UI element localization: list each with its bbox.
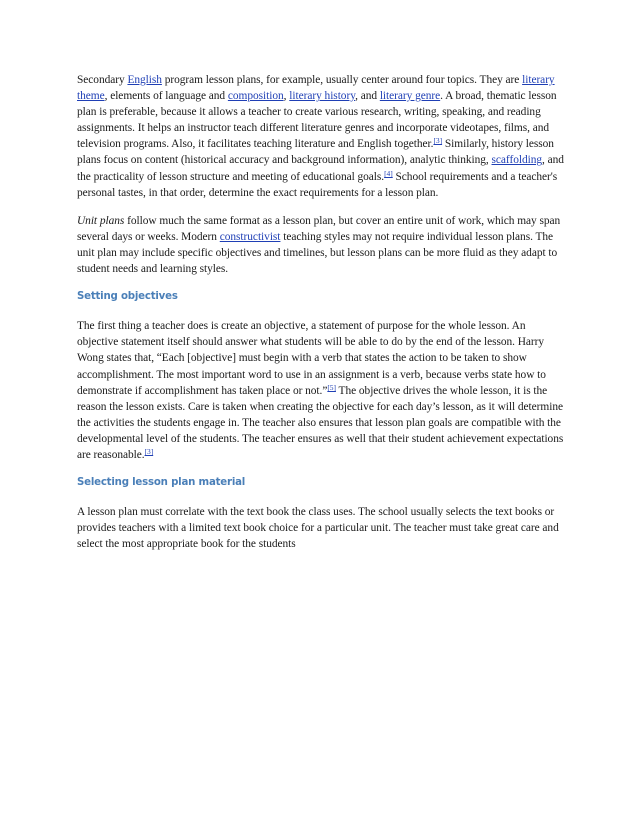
link-english[interactable]: English [127, 74, 162, 86]
link-constructivist[interactable]: constructivist [219, 230, 281, 243]
link-literary-history[interactable]: literary history [289, 90, 356, 103]
text: Similarly, history lesson plans focus on content (historical accuracy and background information), analytic thinking, [77, 138, 554, 167]
text: , [283, 90, 290, 103]
text: , elements of language and [104, 90, 228, 103]
document-body [77, 72, 567, 564]
citation-ref [145, 447, 154, 456]
paragraph-unit-plans [77, 213, 567, 277]
link-literary-genre[interactable]: literary genre [379, 90, 441, 103]
text: program lesson plans, for example, usually center around four topics. They are [161, 74, 523, 86]
link-literary-theme[interactable]: literary theme [77, 74, 555, 103]
paragraph-material [77, 504, 567, 552]
emphasis-unit-plans: Unit plans [77, 214, 125, 227]
text: , and [355, 90, 380, 103]
paragraph-objectives [77, 318, 567, 463]
citation-ref [433, 136, 442, 145]
heading-setting-objectives: Setting objectives [77, 291, 178, 303]
citation-link-3[interactable]: [3] [144, 446, 154, 456]
text: School requirements and a teacher's personal tastes, in that order, determine the exact requirements for a lesson plan. [77, 170, 558, 199]
link-composition[interactable]: composition [227, 90, 284, 103]
text: follow much the same format as a lesson plan, but cover an entire unit of work, which may span several days or weeks. Modern [77, 214, 561, 243]
text: , and the practicality of lesson structure and meeting of educational goals. [77, 154, 564, 183]
citation-ref [384, 169, 393, 178]
citation-link-3[interactable]: [3] [433, 136, 443, 146]
text: teaching styles may not require individual lesson plans. The unit plan may include specific objectives and timelines, but lesson plans can be more fluid as they adapt to student needs and learning styles. [77, 230, 558, 276]
citation-ref [327, 383, 336, 392]
text: A lesson plan must correlate with the text book the class uses. The school usually selects the text books or provides teachers with a limited text book choice for a particular unit. The teacher must take great care and select the most appropriate book for the students [77, 506, 559, 551]
text: Secondary [77, 74, 128, 86]
paragraph-lesson-plans [77, 72, 567, 201]
text: The objective drives the whole lesson, it is the reason the lesson exists. Care is taken when creating the objective for each day’s lesson, as it will determine the activities the students engage in. The teacher also ensures that lesson plan goals are compatible with the developmental level of the students. The teacher ensures as well that their student achievement expectations are reasonable. [77, 384, 564, 461]
text: . A broad, thematic lesson plan is preferable, because it allows a teacher to create various research, writing, speaking, and reading assignments. It helps an instructor teach different literature genres and incorporate videotapes, films, and television programs. Also, it facilitates teaching literature and English together. [77, 90, 557, 151]
heading-selecting-material: Selecting lesson plan material [77, 477, 246, 489]
citation-link-4[interactable]: [4] [384, 168, 393, 178]
link-scaffolding[interactable]: scaffolding [491, 154, 543, 167]
citation-link-5[interactable]: [5] [327, 382, 336, 392]
text: The first thing a teacher does is create an objective, a statement of purpose for the whole lesson. An objective statement itself should answer what students will be able to do by the end of the lesson. Harry Wong states that, “Each [objective] must begin with a verb that states the action to be taken to show accomplishment. The most important word to use in an assignment is a verb, because verbs state how to demonstrate if accomplishment has taken place or not.” [77, 320, 546, 397]
